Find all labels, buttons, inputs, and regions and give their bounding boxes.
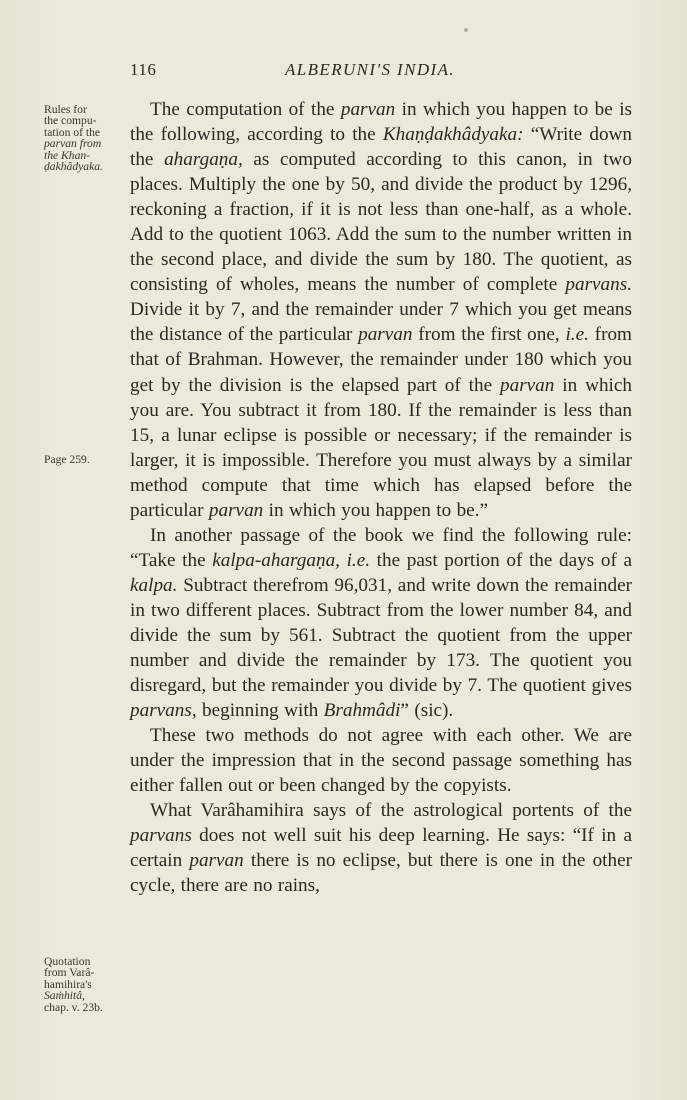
italic-term: kalpa.: [130, 574, 178, 596]
text-run: in which you happen to be.”: [263, 499, 488, 521]
text-run: as computed according to this canon, in two places. Multiply the one by 50, and divide the product by 1296, reckoning a fraction, if it is not less than one-half, as a whole. Add to the quotient 1063. Add the sum to the number written in the second place, and divide the sum by 180. The quotient, as consisting of wholes, means the number of complete: [130, 149, 632, 296]
italic-term: Brahmâdi: [323, 700, 401, 722]
body-paragraph: [130, 97, 632, 523]
page-number: 116: [130, 60, 157, 79]
text-run: beginning with: [196, 700, 324, 722]
text-run: Subtract therefrom 96,031, and write down the remainder in two different places. Subtract from the lower number 84, and divide the sum by 561. Subtract the quotient from the upper number and divide the remainder by 173. The quotient you disregard, but the remainder you divide by 7. The quotient gives: [130, 574, 632, 697]
margin-note-line: hamihira's: [44, 977, 92, 991]
margin-note-line: chap. v. 23b.: [44, 1000, 103, 1014]
margin-note-line: the Khan-: [44, 148, 91, 162]
text-run: in which you are. You subtract it from 180. If the remainder is less than 15, a lunar eclipse is possible or necessary; if the remainder is larger, it is impossible. Therefore you must always by a similar method compute that time which has elapsed before the particular: [130, 374, 632, 521]
text-run: from that of Brahman. However, the remainder under 180 which you get by the division is the elapsed part of the: [130, 324, 632, 396]
italic-term: parvans.: [565, 274, 632, 296]
text-run: there is no eclipse, but there is one in the other cycle, there are no rains,: [130, 850, 632, 897]
text-run: “Write down the: [130, 124, 632, 171]
text-run: ” (sic).: [400, 700, 454, 722]
italic-term: parvans: [130, 825, 192, 847]
text-run: These two methods do not agree with each other. We are under the impression that in the second passage something has either fallen out or been changed by the copyists.: [130, 725, 632, 797]
text-run: in which you happen to be is the following, according to the: [130, 99, 632, 146]
margin-note-rules: [44, 104, 126, 172]
italic-term: parvan: [189, 850, 244, 872]
body-paragraph: [130, 523, 632, 723]
italic-term: parvan: [500, 374, 555, 396]
margin-note-line: from Varâ-: [44, 966, 95, 980]
text-run: from the first one,: [412, 324, 566, 346]
italic-term: Khaṇḍakhâdyaka:: [382, 124, 524, 146]
margin-note-page-reference: [44, 454, 126, 465]
margin-note-line: the compu-: [44, 114, 97, 128]
margin-note-line: tation of the: [44, 125, 101, 139]
italic-term: parvan: [340, 99, 396, 120]
italic-term: kalpa-ahargaṇa, i.e.: [212, 549, 371, 571]
text-run: does not well suit his deep learning. He says: “If in a certain: [130, 825, 632, 872]
italic-term: parvan: [208, 499, 264, 521]
margin-note-line: Rules for: [44, 103, 87, 116]
paper-speck: [464, 28, 468, 32]
margin-note-quotation: [44, 956, 126, 1013]
margin-note-line: Quotation: [44, 955, 91, 968]
italic-term: parvan: [358, 324, 413, 346]
text-run: In another passage of the book we find the following rule: “Take the: [130, 524, 632, 571]
margin-note-line: parvan from: [44, 137, 102, 151]
margin-note-line: Saṁhitâ,: [44, 989, 85, 1003]
running-title: ALBERUNI'S INDIA.: [285, 60, 456, 79]
margin-note-line: Page 259.: [44, 453, 90, 466]
body-text: [130, 97, 632, 899]
italic-term: ahargaṇa,: [164, 149, 243, 171]
text-run: the past portion of the days of a: [370, 549, 632, 571]
body-paragraph: [130, 723, 632, 798]
italic-term: parvans,: [130, 700, 197, 722]
text-run: The computation of the: [150, 99, 341, 120]
margin-note-line: ḍakhâdyaka.: [44, 160, 103, 174]
text-run: Divide it by 7, and the remainder under 7 which you get means the distance of the particular: [130, 299, 632, 346]
text-run: What Varâhamihira says of the astrological portents of the: [150, 800, 632, 822]
italic-term: i.e.: [565, 324, 589, 346]
body-paragraph: [130, 798, 632, 898]
page-header: [130, 60, 630, 82]
